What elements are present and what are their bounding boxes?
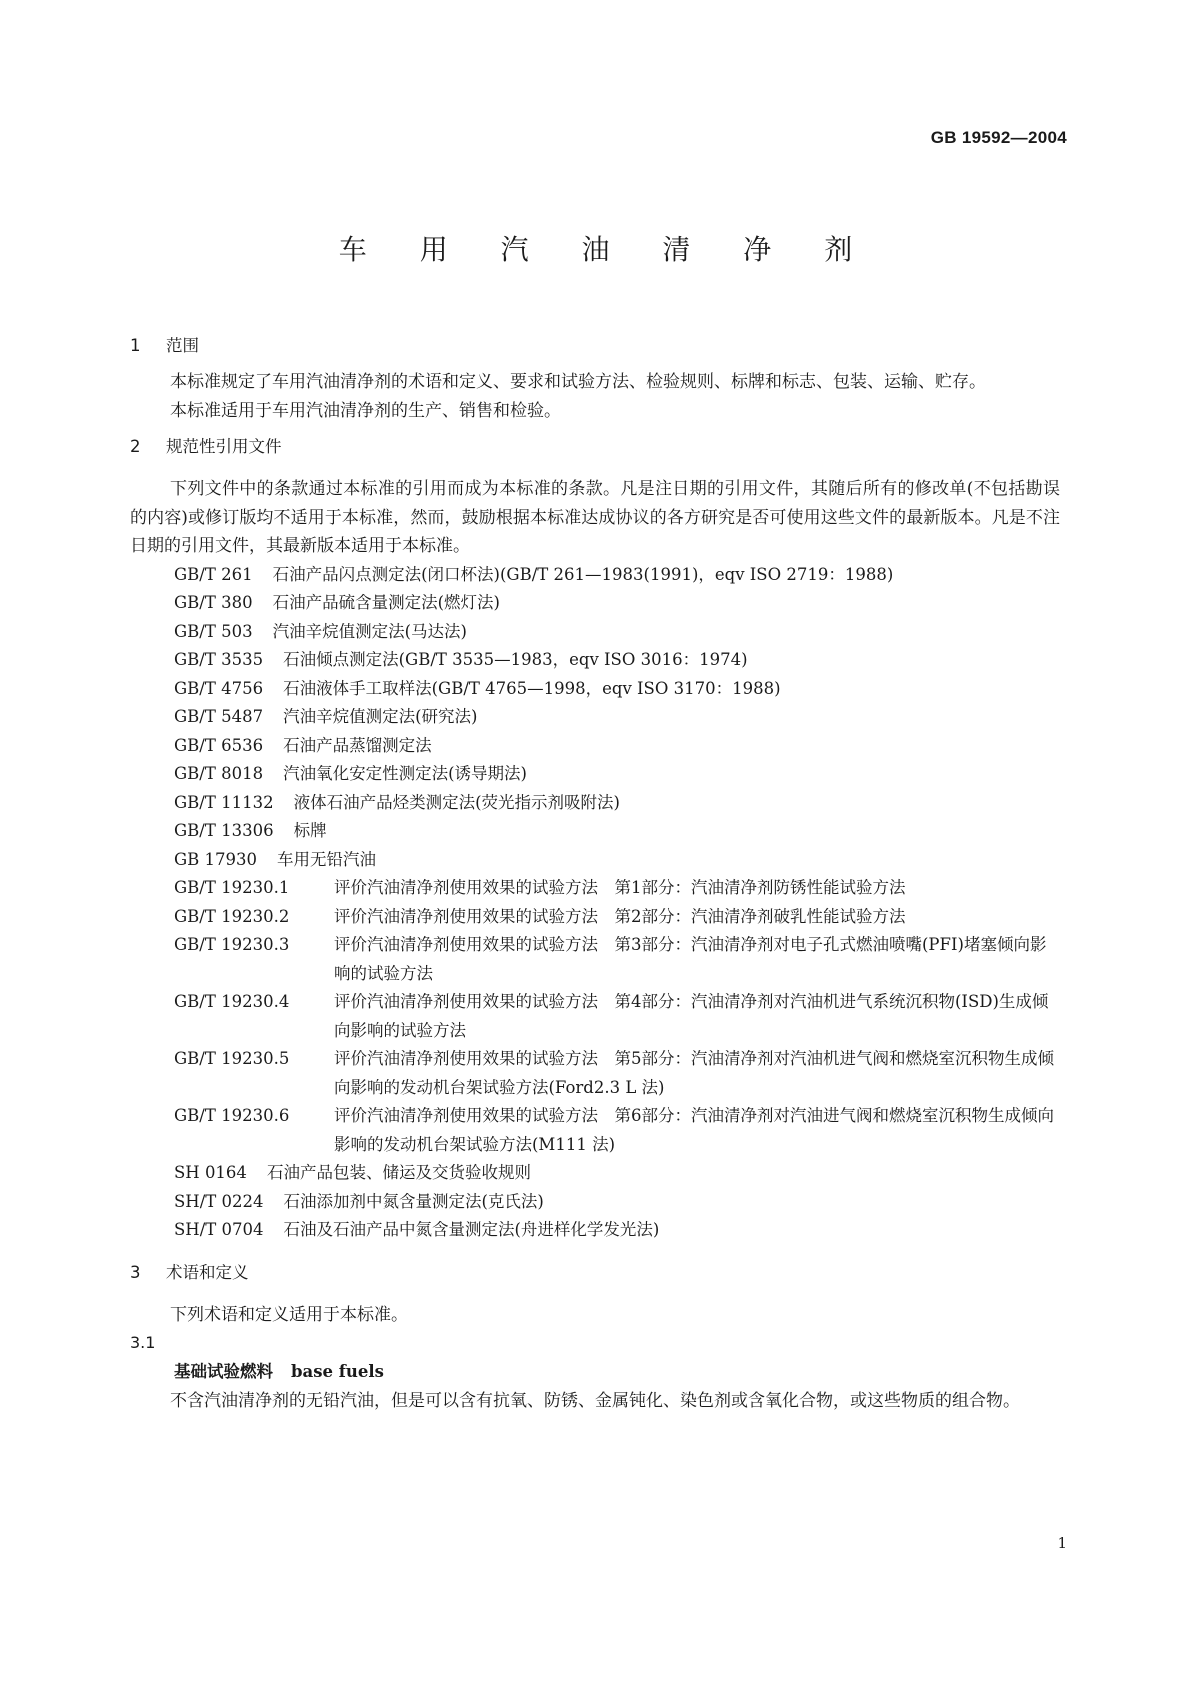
reference-code: GB 17930 bbox=[174, 849, 258, 869]
scope-paragraph: 本标准适用于车用汽油清净剂的生产、销售和检验。 bbox=[170, 400, 561, 421]
reference-code: GB/T 8018 bbox=[174, 764, 264, 783]
term-chinese: 基础试验燃料 bbox=[174, 1362, 273, 1381]
reference-item bbox=[130, 589, 1060, 618]
reference-title: 石油产品硫含量测定法(燃灯法) bbox=[272, 593, 500, 612]
reference-title: 石油产品包装、储运及交货验收规则 bbox=[266, 1163, 531, 1182]
reference-code: GB/T 503 bbox=[174, 621, 253, 641]
reference-code: GB/T 4756 bbox=[174, 678, 264, 698]
reference-code: GB/T 13306 bbox=[174, 821, 274, 840]
section-heading-references bbox=[130, 433, 1060, 461]
section-title: 规范性引用文件 bbox=[166, 437, 282, 456]
reference-code: GB/T 19230.1 bbox=[174, 878, 290, 897]
standard-code: GB 19592—2004 bbox=[930, 128, 1067, 147]
reference-item bbox=[130, 675, 1060, 704]
reference-title: 石油产品蒸馏测定法 bbox=[283, 735, 432, 755]
reference-title: 评价汽油清净剂使用效果的试验方法 第1部分：汽油清净剂防锈性能试验方法 bbox=[334, 878, 906, 897]
reference-title: 石油添加剂中氮含量测定法(克氏法) bbox=[283, 1191, 544, 1211]
term-english: base fuels bbox=[291, 1362, 384, 1381]
term-heading bbox=[130, 1357, 1060, 1387]
reference-item bbox=[130, 646, 1060, 675]
references-intro: 下列文件中的条款通过本标准的引用而成为本标准的条款。凡是注日期的引用文件，其随后所有的修改单(不包括勘误的内容)或修订版均不适用于本标准，然而，鼓励根据本标准达成协议的各方研究是否可使用这些文件的最新版本。凡是不注日期的引用文件，其最新版本适用于本标准。 bbox=[130, 479, 1060, 556]
reference-title: 石油倾点测定法(GB/T 3535—1983，eqv ISO 3016：1974) bbox=[283, 650, 748, 669]
reference-item bbox=[130, 760, 1060, 789]
reference-list bbox=[130, 561, 1060, 1245]
reference-code: GB/T 3535 bbox=[174, 650, 264, 669]
reference-item bbox=[130, 703, 1060, 732]
term-definition: 不含汽油清净剂的无铅汽油，但是可以含有抗氧、防锈、金属钝化、染色剂或含氧化合物，或这些物质的组合物。 bbox=[170, 1391, 1020, 1411]
reference-title: 汽油辛烷值测定法(研究法) bbox=[283, 707, 478, 726]
section-heading-scope bbox=[130, 332, 1060, 360]
section-number: 2 bbox=[130, 437, 141, 456]
page-number: 1 bbox=[1057, 1534, 1067, 1552]
section-title: 范围 bbox=[166, 336, 199, 355]
section-number: 3 bbox=[130, 1262, 141, 1282]
scope-paragraph: 本标准规定了车用汽油清净剂的术语和定义、要求和试验方法、检验规则、标牌和标志、包装、运输、贮存。 bbox=[170, 372, 986, 392]
reference-title: 评价汽油清净剂使用效果的试验方法 第3部分：汽油清净剂对电子孔式燃油喷嘴(PFI)堵塞倾向影响的试验方法 bbox=[334, 935, 1047, 983]
reference-code: GB/T 19230.5 bbox=[174, 1049, 290, 1068]
section-number: 1 bbox=[130, 336, 141, 355]
reference-code: GB/T 380 bbox=[174, 593, 253, 612]
reference-title: 评价汽油清净剂使用效果的试验方法 第5部分：汽油清净剂对汽油机进气阀和燃烧室沉积物生成倾向影响的发动机台架试验方法(Ford2.3 L 法) bbox=[334, 1049, 1054, 1097]
section-heading-terms bbox=[130, 1259, 1060, 1287]
reference-item bbox=[130, 1216, 1060, 1245]
reference-item bbox=[130, 874, 1060, 903]
reference-code: GB/T 261 bbox=[174, 564, 253, 584]
subsection-number: 3.1 bbox=[130, 1333, 156, 1352]
page-title: 车 用 汽 油 清 净 剂 bbox=[338, 233, 875, 266]
section-title: 术语和定义 bbox=[166, 1262, 249, 1282]
reference-code: SH/T 0224 bbox=[174, 1191, 264, 1211]
reference-item bbox=[130, 1159, 1060, 1188]
reference-item bbox=[130, 1102, 1060, 1159]
reference-item bbox=[130, 1188, 1060, 1217]
reference-item bbox=[130, 1045, 1060, 1102]
reference-code: GB/T 19230.2 bbox=[174, 906, 290, 926]
reference-code: GB/T 19230.4 bbox=[174, 992, 290, 1011]
reference-title: 石油产品闪点测定法(闭口杯法)(GB/T 261—1983(1991)，eqv ISO 2719：1988) bbox=[272, 564, 894, 584]
reference-title: 石油及石油产品中氮含量测定法(舟进样化学发光法) bbox=[283, 1220, 660, 1239]
reference-title: 汽油辛烷值测定法(马达法) bbox=[272, 621, 467, 641]
reference-title: 标牌 bbox=[293, 821, 327, 840]
reference-item bbox=[130, 903, 1060, 932]
reference-item bbox=[130, 561, 1060, 590]
reference-title: 评价汽油清净剂使用效果的试验方法 第4部分：汽油清净剂对汽油机进气系统沉积物(ISD)生成倾向影响的试验方法 bbox=[334, 992, 1049, 1040]
reference-item bbox=[130, 817, 1060, 846]
reference-item bbox=[130, 732, 1060, 761]
reference-item bbox=[130, 988, 1060, 1045]
reference-title: 评价汽油清净剂使用效果的试验方法 第6部分：汽油清净剂对汽油进气阀和燃烧室沉积物生成倾向影响的发动机台架试验方法(M111 法) bbox=[334, 1106, 1054, 1154]
reference-code: GB/T 11132 bbox=[174, 792, 274, 812]
document-body bbox=[130, 332, 1060, 1416]
reference-code: GB/T 19230.3 bbox=[174, 935, 290, 954]
reference-title: 石油液体手工取样法(GB/T 4765—1998，eqv ISO 3170：1988) bbox=[283, 678, 781, 698]
reference-code: GB/T 5487 bbox=[174, 707, 264, 726]
reference-code: GB/T 6536 bbox=[174, 735, 264, 755]
reference-code: SH/T 0704 bbox=[174, 1220, 264, 1239]
reference-code: SH 0164 bbox=[174, 1163, 247, 1182]
reference-title: 车用无铅汽油 bbox=[277, 849, 377, 869]
reference-title: 汽油氧化安定性测定法(诱导期法) bbox=[283, 764, 527, 783]
reference-item bbox=[130, 789, 1060, 818]
reference-item bbox=[130, 931, 1060, 988]
reference-code: GB/T 19230.6 bbox=[174, 1106, 290, 1125]
reference-title: 液体石油产品烃类测定法(荧光指示剂吸附法) bbox=[293, 792, 620, 812]
reference-item bbox=[130, 618, 1060, 647]
reference-title: 评价汽油清净剂使用效果的试验方法 第2部分：汽油清净剂破乳性能试验方法 bbox=[334, 906, 906, 926]
terms-intro: 下列术语和定义适用于本标准。 bbox=[170, 1304, 408, 1325]
reference-item bbox=[130, 846, 1060, 875]
